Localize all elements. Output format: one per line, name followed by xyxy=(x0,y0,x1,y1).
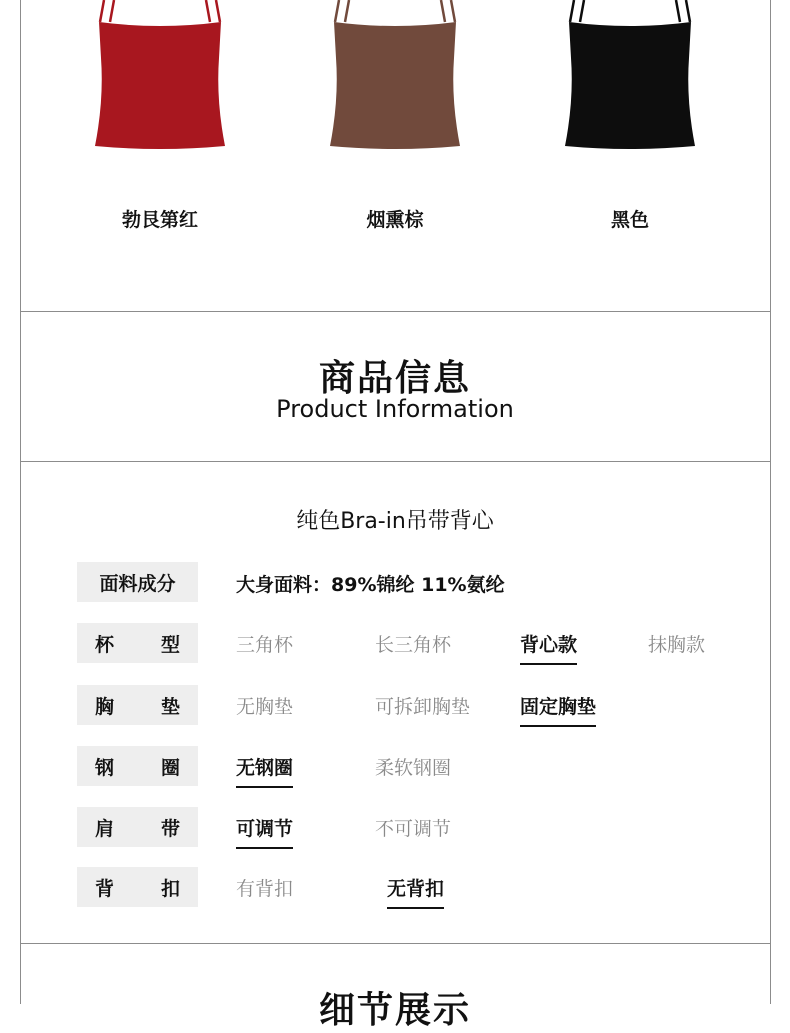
color-swatch[interactable] xyxy=(90,0,230,160)
tank-top-image xyxy=(90,0,230,160)
attribute-label-char: 杯 xyxy=(95,633,115,656)
attribute-label-char: 钢 xyxy=(95,756,115,779)
attribute-label-char: 垫 xyxy=(160,695,180,718)
product-name: 纯色Bra-in吊带背心 xyxy=(296,509,494,534)
color-name: 黑色 xyxy=(610,209,649,231)
attribute-label xyxy=(77,685,198,725)
attribute-label xyxy=(77,867,198,907)
attribute-option-selected[interactable]: 无钢圈 xyxy=(236,753,293,788)
section-subtitle: Product Information xyxy=(276,395,514,423)
attribute-label-char: 扣 xyxy=(160,877,180,900)
attribute-option-selected[interactable]: 可调节 xyxy=(236,814,293,849)
attribute-option-selected[interactable]: 无背扣 xyxy=(387,874,444,909)
attribute-label-char: 胸 xyxy=(95,695,115,718)
attribute-label-char: 肩 xyxy=(95,817,115,840)
section-title: 商品信息 xyxy=(318,358,471,399)
attribute-label-char: 背 xyxy=(95,877,115,900)
color-swatch[interactable] xyxy=(560,0,700,160)
attribute-option[interactable]: 有背扣 xyxy=(236,878,294,900)
attribute-label-char: 带 xyxy=(160,817,180,840)
color-name: 勃艮第红 xyxy=(121,209,198,231)
attribute-option-selected[interactable]: 背心款 xyxy=(520,630,577,665)
attribute-option-selected[interactable]: 固定胸垫 xyxy=(520,692,596,727)
attribute-option[interactable]: 无胸垫 xyxy=(236,696,294,718)
attribute-label-char: 圈 xyxy=(160,756,180,779)
attribute-label xyxy=(77,746,198,786)
attribute-label xyxy=(77,623,198,663)
next-section-title: 细节展示 xyxy=(318,990,471,1031)
composition-value: 大身面料：89%锦纶 11%氨纶 xyxy=(236,574,505,596)
composition-label-text: 面料成分 xyxy=(99,572,176,595)
tank-top-image xyxy=(560,0,700,160)
attribute-option[interactable]: 柔软钢圈 xyxy=(375,757,452,779)
attribute-option[interactable]: 不可调节 xyxy=(375,818,452,840)
color-swatch[interactable] xyxy=(325,0,465,160)
attribute-label-char: 型 xyxy=(160,633,180,656)
attribute-option[interactable]: 可拆卸胸垫 xyxy=(375,696,471,718)
attribute-option[interactable]: 三角杯 xyxy=(236,634,294,656)
tank-top-image xyxy=(325,0,465,160)
color-name: 烟熏棕 xyxy=(366,209,424,231)
attribute-option[interactable]: 长三角杯 xyxy=(375,634,452,656)
attribute-label xyxy=(77,807,198,847)
attribute-option[interactable]: 抹胸款 xyxy=(648,634,706,656)
composition-label xyxy=(77,562,198,602)
